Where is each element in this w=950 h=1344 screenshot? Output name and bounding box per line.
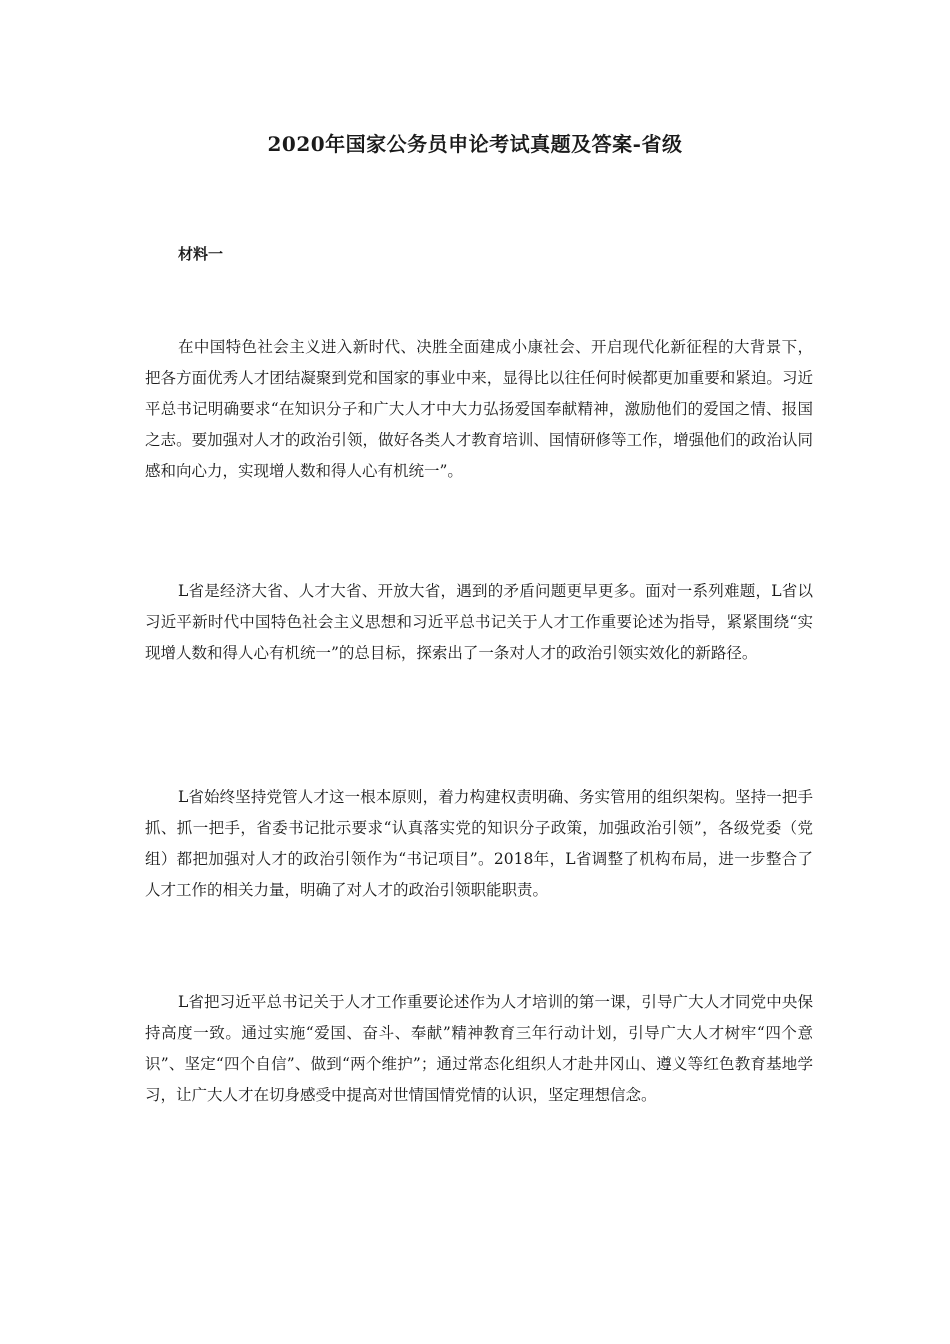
paragraph-2: L省是经济大省、人才大省、开放大省，遇到的矛盾问题更早更多。面对一系列难题，L省以习近平新时代中国特色社会主义思想和习近平总书记关于人才工作重要论述为指导，紧紧围绕“实现增人数和得人心有机统一”的总目标，探索出了一条对人才的政治引领实效化的新路径。 (145, 582, 813, 662)
document-title: 2020年国家公务员申论考试真题及答案-省级 (267, 132, 683, 156)
paragraph-3: L省始终坚持党管人才这一根本原则，着力构建权责明确、务实管用的组织架构。坚持一把手抓、抓一把手，省委书记批示要求“认真落实党的知识分子政策，加强政治引领”，各级党委（党组）都把加强对人才的政治引领作为“书记项目”。2018年，L省调整了机构布局，进一步整合了人才工作的相关力量，明确了对人才的政治引领职能职责。 (145, 788, 813, 899)
section-heading: 材料一 (178, 245, 224, 263)
paragraph-1: 在中国特色社会主义进入新时代、决胜全面建成小康社会、开启现代化新征程的大背景下，把各方面优秀人才团结凝聚到党和国家的事业中来，显得比以往任何时候都更加重要和紧迫。习近平总书记明确要求“在知识分子和广大人才中大力弘扬爱国奉献精神，激励他们的爱国之情、报国之志。要加强对人才的政治引领，做好各类人才教育培训、国情研修等工作，增强他们的政治认同感和向心力，实现增人数和得人心有机统一”。 (145, 338, 813, 480)
paragraph-4: L省把习近平总书记关于人才工作重要论述作为人才培训的第一课，引导广大人才同党中央保持高度一致。通过实施“爱国、奋斗、奉献”精神教育三年行动计划，引导广大人才树牢“四个意识”、坚定“四个自信”、做到“两个维护”；通过常态化组织人才赴井冈山、遵义等红色教育基地学习，让广大人才在切身感受中提高对世情国情党情的认识，坚定理想信念。 (145, 993, 813, 1104)
